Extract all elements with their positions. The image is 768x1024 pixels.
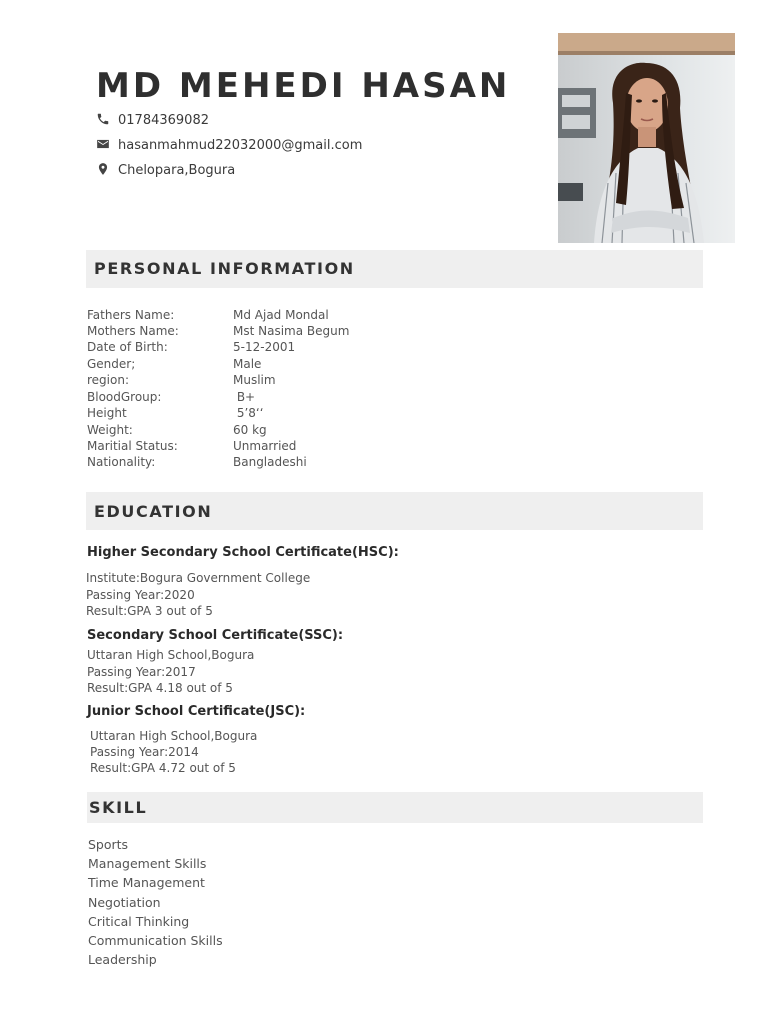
ssc-heading: Secondary School Certificate(SSC): xyxy=(87,628,344,643)
pi-row xyxy=(87,422,267,438)
skill-item: Leadership xyxy=(88,952,157,967)
pi-row xyxy=(87,438,296,454)
pi-row xyxy=(87,323,349,339)
skill-item: Communication Skills xyxy=(88,933,223,948)
pi-value: Mst Nasima Begum xyxy=(233,324,350,338)
contact-email xyxy=(96,137,362,153)
pi-row xyxy=(87,405,264,421)
location-pin-icon xyxy=(96,162,110,176)
pi-value: Bangladeshi xyxy=(233,455,307,469)
pi-label: Mothers Name: xyxy=(87,324,179,338)
pi-label: Fathers Name: xyxy=(87,308,175,322)
address-text: Chelopara,Bogura xyxy=(118,163,236,178)
pi-label: Height xyxy=(87,406,127,420)
pi-row xyxy=(87,307,329,323)
pi-label: Date of Birth: xyxy=(87,340,168,354)
phone-number: 01784369082 xyxy=(118,113,209,128)
skill-item: Negotiation xyxy=(88,895,161,910)
jsc-year: Passing Year:2014 xyxy=(90,745,199,759)
pi-row xyxy=(87,372,276,388)
pi-value: 5’8‘‘ xyxy=(233,406,264,420)
candidate-name: MD MEHEDI HASAN xyxy=(96,66,511,106)
jsc-institute: Uttaran High School,Bogura xyxy=(90,729,258,743)
pi-label: Nationality: xyxy=(87,455,156,469)
skill-band xyxy=(87,792,703,823)
skill-item: Sports xyxy=(88,837,129,852)
skill-item: Time Management xyxy=(88,875,205,890)
skill-item: Management Skills xyxy=(88,856,207,871)
education-band xyxy=(86,492,703,530)
contact-address xyxy=(96,162,235,178)
skill-item: Critical Thinking xyxy=(88,914,190,929)
email-address: hasanmahmud22032000@gmail.com xyxy=(118,138,363,153)
pi-row xyxy=(87,454,307,470)
ssc-year: Passing Year:2017 xyxy=(87,665,196,679)
pi-value: Male xyxy=(233,357,262,371)
pi-value: Md Ajad Mondal xyxy=(233,308,329,322)
phone-icon xyxy=(96,112,110,126)
pi-value: B+ xyxy=(233,390,256,404)
hsc-year: Passing Year:2020 xyxy=(86,588,195,602)
pi-label: Weight: xyxy=(87,423,133,437)
pi-label: region: xyxy=(87,373,129,387)
hsc-result: Result:GPA 3 out of 5 xyxy=(86,604,213,618)
education-heading: EDUCATION xyxy=(94,502,213,521)
ssc-institute: Uttaran High School,Bogura xyxy=(87,648,255,662)
pi-value: Muslim xyxy=(233,373,276,387)
pi-value: 5-12-2001 xyxy=(233,340,296,354)
jsc-result: Result:GPA 4.72 out of 5 xyxy=(90,761,236,775)
pi-value: 60 kg xyxy=(233,423,267,437)
profile-photo xyxy=(558,33,735,243)
pi-row xyxy=(87,339,295,355)
pi-value: Unmarried xyxy=(233,439,297,453)
personal-info-band xyxy=(86,250,703,288)
pi-label: Gender; xyxy=(87,357,136,371)
personal-info-heading: PERSONAL INFORMATION xyxy=(94,259,355,278)
pi-label: BloodGroup: xyxy=(87,390,162,404)
pi-label: Maritial Status: xyxy=(87,439,178,453)
hsc-heading: Higher Secondary School Certificate(HSC): xyxy=(87,545,399,560)
hsc-institute: Institute:Bogura Government College xyxy=(86,571,311,585)
envelope-icon xyxy=(96,137,110,151)
skill-heading: SKILL xyxy=(89,798,148,817)
pi-row xyxy=(87,389,255,405)
ssc-result: Result:GPA 4.18 out of 5 xyxy=(87,681,233,695)
jsc-heading: Junior School Certificate(JSC): xyxy=(87,704,306,719)
contact-phone xyxy=(96,112,209,128)
pi-row xyxy=(87,356,261,372)
